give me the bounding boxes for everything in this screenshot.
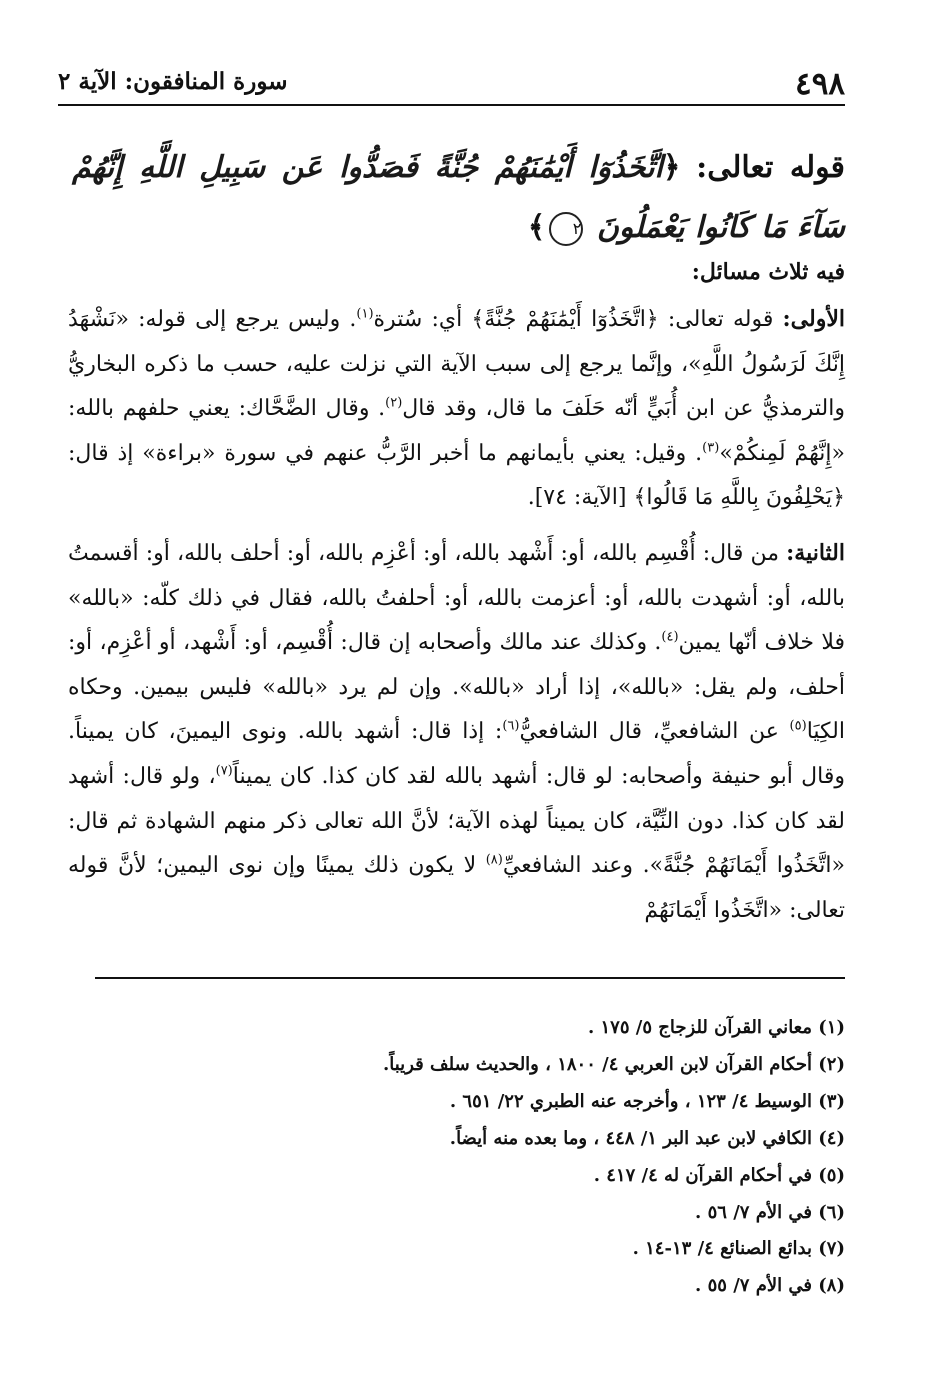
footnote-divider: [95, 977, 845, 979]
paragraph-text: . وليس يرجع إلى قوله: «نَشْهَدُ إِنَّكَ لَرَسُولُ اللَّهِ»، وإنَّما يرجع إلى سبب الآية التي نزلت عليه، حسب ما ذكره البخاريُّ والترمذيُّ عن ابن أُبَيٍّ أنّه حَلَفَ ما قال، وقد قال: [68, 307, 846, 422]
paragraph-text: . وكذلك عند مالك وأصحابه إن قال: أُقْسِم، أو: أَشْهد، أو أعْزِم، أو: أحلف، ولم يقل: «بالله»، إذا أراد «بالله». وإن لم يرد «بالله» فليس بيمين. وحكاه الكِيَا: [68, 630, 845, 745]
footnote-ref[interactable]: (٨): [485, 852, 503, 868]
footnote-item: (٤) الكافي لابن عبد البر ١/ ٤٤٨ ، وما بعده منه أيضاً.: [449, 1127, 845, 1149]
paragraph-text: ، ولو قال: أشهد لقد كان كذا. دون النِّيَّة، كان يميناً لهذه الآية؛ لأنَّ الله تعالى ذكر منهم الشهادة ثم قال: «اتَّخَذُوا أَيْمَانَهُمْ جُنَّةً». وعند الشافعيِّ: [68, 763, 845, 879]
verse-text: اتَّخَذُوٓا أَيْمَٰنَهُمْ جُنَّةً فَصَدُّوا عَن سَبِيلِ اللَّهِ إِنَّهُمْ سَآءَ مَا كَانُوا يَعْمَلُونَ: [72, 150, 845, 245]
footnote-item: (٢) أحكام القرآن لابن العربي ٤/ ١٨٠٠ ، والحديث سلف قريباً.: [383, 1053, 845, 1075]
footnote-ref[interactable]: (٧): [215, 763, 233, 779]
ayah-number-marker: ٢: [549, 212, 583, 246]
footnote-item: (٦) في الأم ٧/ ٥٦ .: [695, 1201, 845, 1223]
paragraph-text: عن الشافعيِّ، قال الشافعيُّ: [519, 719, 790, 745]
footnote-item: (٣) الوسيط ٤/ ١٢٣ ، وأخرجه عنه الطبري ٢٢/ ٦٥١ .: [449, 1090, 845, 1112]
paragraph-label: الثانية:: [786, 539, 845, 566]
footnote-ref[interactable]: (٦): [502, 719, 520, 735]
running-title: سورة المنافقون: الآية ٢: [58, 68, 288, 95]
verse-intro: قوله تعالى:: [696, 150, 845, 185]
footnote-item: (١) معاني القرآن للزجاج ٥/ ١٧٥ .: [587, 1017, 845, 1038]
footnote-ref[interactable]: (١): [356, 306, 374, 322]
page-number: ٤٩٨: [795, 66, 845, 102]
verse-open-brace: ﴿: [662, 150, 681, 185]
paragraph-label: الأولى:: [782, 306, 845, 332]
footnote-ref[interactable]: (٣): [702, 440, 720, 456]
paragraph-second-issue: [68, 531, 845, 933]
footnotes: [68, 1010, 845, 1305]
paragraph-text: من قال: أُقْسِم بالله، أو: أَشْهد بالله، أو: أعْزِم بالله، أو: أحلف بالله، أو: أقسمتُ بالله، أو: أشهدت بالله، أو: أعزمت بالله، أو: أحلفتُ بالله، فقال في ذلك كلّه: «بالله» فلا خلاف أنّها يمين: [68, 540, 845, 656]
footnote-item: (٥) في أحكام القرآن له ٤/ ٤١٧ .: [593, 1164, 845, 1186]
section-heading: فيه ثلاث مسائل:: [691, 259, 845, 285]
footnote-ref[interactable]: (٤): [661, 629, 679, 645]
body-text: [68, 297, 845, 933]
paragraph-first-issue: [68, 297, 845, 521]
footnote-ref[interactable]: (٢): [385, 395, 403, 411]
page-header: [58, 64, 845, 106]
footnote-item: (٨) في الأم ٧/ ٥٥ .: [695, 1275, 845, 1297]
footnote-item: (٧) بدائع الصنائع ٤/ ١٣-١٤ .: [632, 1238, 845, 1260]
verse-close-brace: ﴾: [527, 210, 546, 245]
paragraph-text: قوله تعالى: ﴿اتَّخَذُوٓا أَيْمَٰنَهُمْ جُنَّةً﴾ أي: سُترة: [373, 307, 783, 332]
paragraph-text: . وقال الضَّحَّاك: يعني حلفهم بالله: «إِنَّهُمْ لَمِنكُمْ»: [68, 396, 845, 466]
paragraph-text: : إذا قال: أشهد بالله. ونوى اليمينَ، كان يميناً. وقال أبو حنيفة وأصحابه: لو قال: أشهد بالله لقد كان كذا. كان يميناً: [68, 719, 845, 789]
paragraph-text: . وقيل: يعني بأيمانهم ما أخبر الرَّبُّ عنهم في سورة «براءة» إذ قال: ﴿يَحْلِفُونَ بِاللَّهِ مَا قَالُوا﴾ [الآية: ٧٤].: [68, 440, 845, 511]
footnote-ref[interactable]: (٥): [789, 719, 807, 735]
paragraph-text: لا يكون ذلك يمينًا وإن نوى اليمين؛ لأنَّ قوله تعالى: «اتَّخَذُوا أَيْمَانَهُمْ: [68, 853, 845, 923]
quranic-verse-block: [72, 138, 845, 258]
